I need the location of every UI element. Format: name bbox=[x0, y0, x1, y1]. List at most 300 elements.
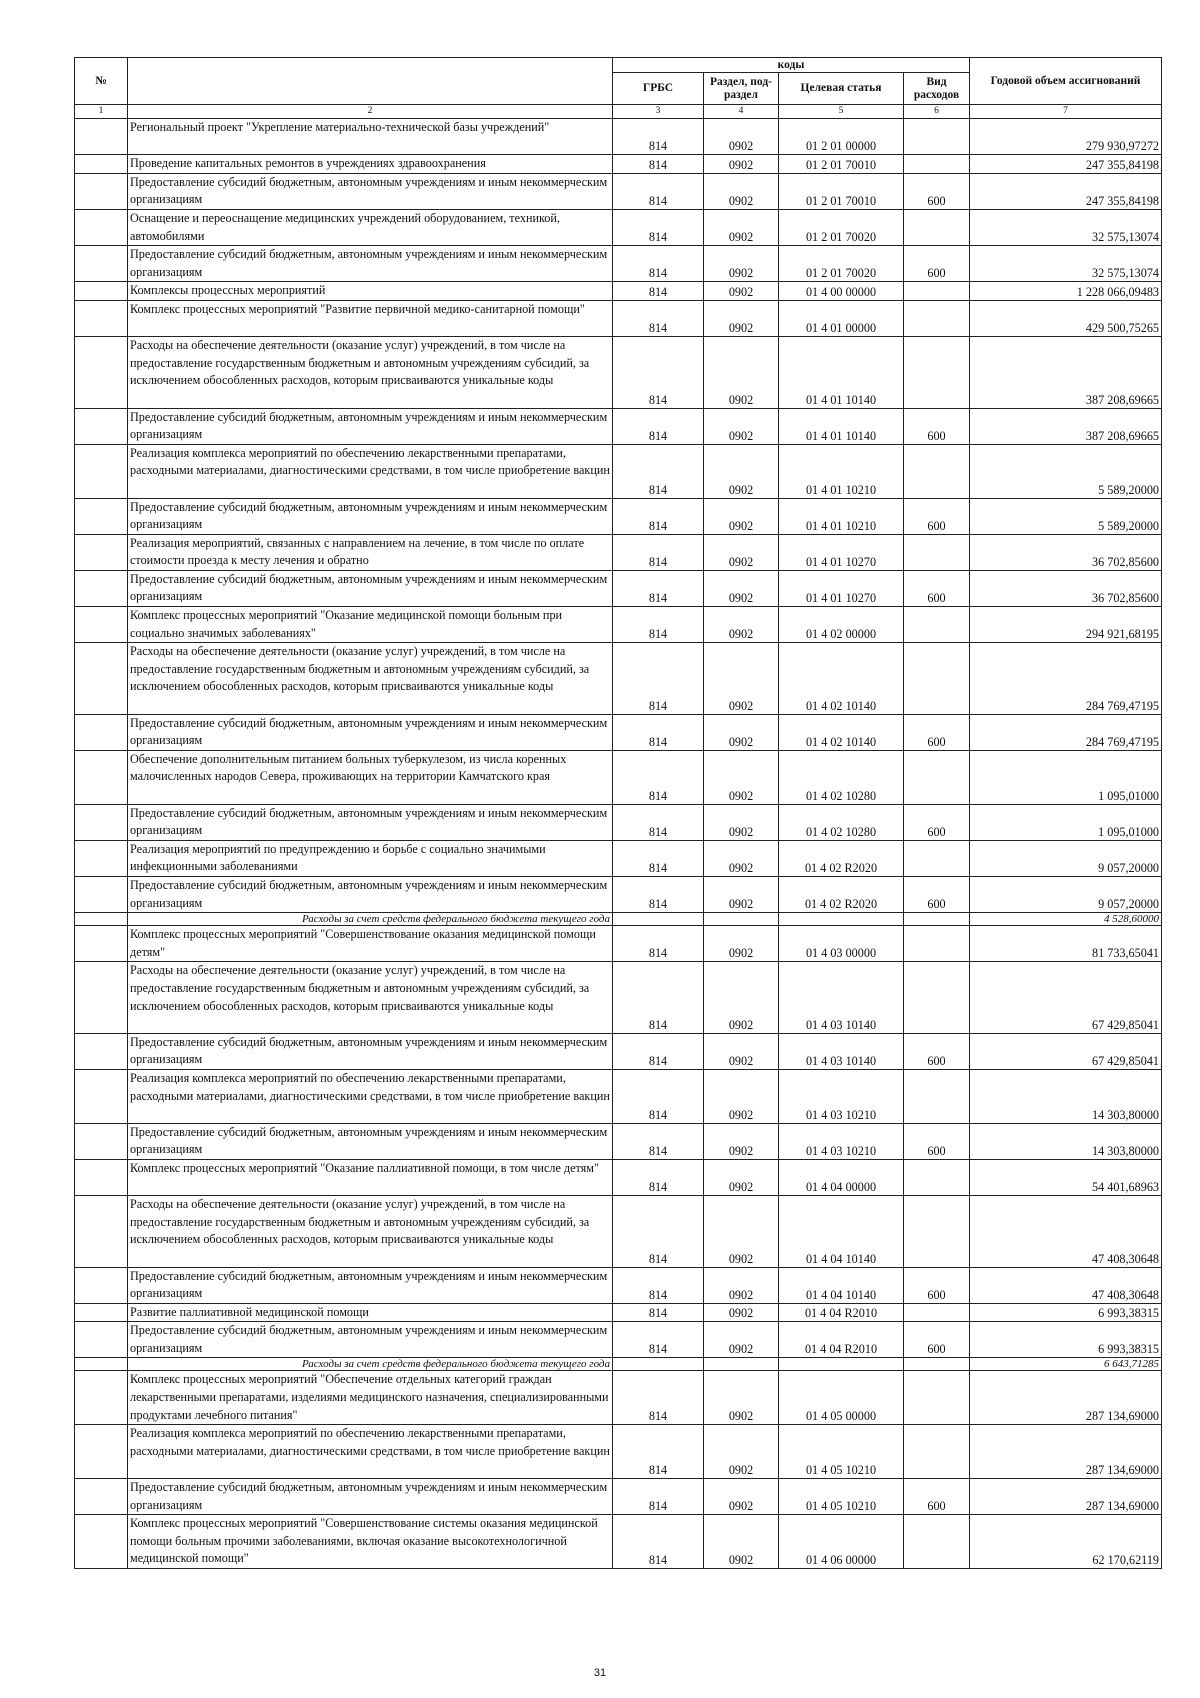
page-number: 31 bbox=[593, 1667, 607, 1679]
row-section-cell: 0902 bbox=[704, 877, 779, 913]
row-target-cell: 01 2 01 00000 bbox=[779, 119, 904, 155]
table-row bbox=[75, 962, 1162, 1033]
row-kind-cell bbox=[904, 1515, 970, 1569]
row-target-cell: 01 4 02 10140 bbox=[779, 714, 904, 750]
row-section-cell: 0902 bbox=[704, 570, 779, 606]
row-name-cell: Предоставление субсидий бюджетным, автономным учреждениям и иным некоммерческим организациям bbox=[128, 173, 613, 209]
row-name-cell: Оснащение и переоснащение медицинских учреждений оборудованием, техникой, автомобилями bbox=[128, 209, 613, 245]
row-target-cell: 01 4 04 R2010 bbox=[779, 1303, 904, 1322]
row-name-cell: Комплекс процессных мероприятий "Оказание паллиативной помощи, в том числе детям" bbox=[128, 1159, 613, 1195]
row-grbs-cell: 814 bbox=[613, 607, 704, 643]
row-name-cell: Реализация комплекса мероприятий по обеспечению лекарственными препаратами, расходными материалами, диагностическими средствами, в том числе приобретение вакцин bbox=[128, 444, 613, 498]
row-amount-cell: 279 930,97272 bbox=[970, 119, 1162, 155]
table-row bbox=[75, 119, 1162, 155]
row-section-cell: 0902 bbox=[704, 444, 779, 498]
col-index: 3 bbox=[613, 105, 704, 119]
row-target-cell: 01 4 01 10210 bbox=[779, 498, 904, 534]
row-grbs-cell: 814 bbox=[613, 1322, 704, 1358]
row-section-cell: 0902 bbox=[704, 119, 779, 155]
row-kind-cell: 600 bbox=[904, 714, 970, 750]
row-number-cell bbox=[75, 444, 128, 498]
col-header-kind: Вид расходов bbox=[904, 73, 970, 105]
budget-table bbox=[74, 57, 1162, 1569]
row-name-cell: Комплекс процессных мероприятий "Совершенствование системы оказания медицинской помощи больным прочими заболеваниями, включая оказание высокотехнологичной медицинской помощи" bbox=[128, 1515, 613, 1569]
row-section-cell: 0902 bbox=[704, 1303, 779, 1322]
row-target-cell: 01 4 02 R2020 bbox=[779, 840, 904, 876]
row-name-cell: Обеспечение дополнительным питанием больных туберкулезом, из числа коренных малочисленных народов Севера, проживающих на территории Камчатского края bbox=[128, 750, 613, 804]
row-grbs-cell: 814 bbox=[613, 714, 704, 750]
row-name-cell: Предоставление субсидий бюджетным, автономным учреждениям и иным некоммерческим организациям bbox=[128, 246, 613, 282]
row-section-cell: 0902 bbox=[704, 750, 779, 804]
row-grbs-cell: 814 bbox=[613, 155, 704, 174]
row-number-cell bbox=[75, 1123, 128, 1159]
row-grbs-cell: 814 bbox=[613, 337, 704, 408]
row-kind-cell bbox=[904, 282, 970, 301]
row-grbs-cell: 814 bbox=[613, 1303, 704, 1322]
row-amount-cell: 32 575,13074 bbox=[970, 246, 1162, 282]
row-kind-cell bbox=[904, 913, 970, 926]
row-kind-cell: 600 bbox=[904, 1033, 970, 1069]
row-target-cell: 01 4 01 00000 bbox=[779, 300, 904, 336]
table-row-note bbox=[75, 913, 1162, 926]
row-section-cell: 0902 bbox=[704, 1069, 779, 1123]
row-name-cell: Расходы на обеспечение деятельности (оказание услуг) учреждений, в том числе на предоставление государственным бюджетным и автономным учреждениям субсидий, за исключением обособленных расходов, которым присваиваются уникальные коды bbox=[128, 962, 613, 1033]
row-number-cell bbox=[75, 534, 128, 570]
row-grbs-cell bbox=[613, 1358, 704, 1371]
table-row bbox=[75, 1196, 1162, 1267]
row-section-cell: 0902 bbox=[704, 1196, 779, 1267]
row-name-cell: Комплекс процессных мероприятий "Обеспечение отдельных категорий граждан лекарственными препаратами, изделиями медицинского назначения, специализированными продуктами лечебного питания" bbox=[128, 1371, 613, 1425]
row-grbs-cell: 814 bbox=[613, 1267, 704, 1303]
row-target-cell: 01 4 06 00000 bbox=[779, 1515, 904, 1569]
row-section-cell: 0902 bbox=[704, 246, 779, 282]
row-grbs-cell: 814 bbox=[613, 119, 704, 155]
row-kind-cell bbox=[904, 1069, 970, 1123]
col-header-number: № bbox=[75, 58, 128, 105]
row-kind-cell bbox=[904, 1159, 970, 1195]
row-grbs-cell: 814 bbox=[613, 877, 704, 913]
row-kind-cell bbox=[904, 534, 970, 570]
row-number-cell bbox=[75, 607, 128, 643]
row-grbs-cell: 814 bbox=[613, 570, 704, 606]
table-body bbox=[75, 119, 1162, 1569]
table-row bbox=[75, 173, 1162, 209]
row-target-cell: 01 2 01 70010 bbox=[779, 155, 904, 174]
row-section-cell: 0902 bbox=[704, 804, 779, 840]
row-name-cell: Региональный проект "Укрепление материально-технической базы учреждений" bbox=[128, 119, 613, 155]
row-target-cell: 01 2 01 70010 bbox=[779, 173, 904, 209]
row-amount-cell: 284 769,47195 bbox=[970, 714, 1162, 750]
row-grbs-cell: 814 bbox=[613, 1515, 704, 1569]
row-amount-cell: 54 401,68963 bbox=[970, 1159, 1162, 1195]
row-grbs-cell: 814 bbox=[613, 282, 704, 301]
row-number-cell bbox=[75, 1033, 128, 1069]
row-number-cell bbox=[75, 1159, 128, 1195]
row-grbs-cell: 814 bbox=[613, 1069, 704, 1123]
row-name-cell: Развитие паллиативной медицинской помощи bbox=[128, 1303, 613, 1322]
row-amount-cell: 429 500,75265 bbox=[970, 300, 1162, 336]
row-target-cell: 01 4 04 00000 bbox=[779, 1159, 904, 1195]
row-section-cell: 0902 bbox=[704, 1159, 779, 1195]
row-target-cell: 01 4 01 10210 bbox=[779, 444, 904, 498]
table-row bbox=[75, 155, 1162, 174]
row-number-cell bbox=[75, 962, 128, 1033]
row-section-cell: 0902 bbox=[704, 337, 779, 408]
row-section-cell: 0902 bbox=[704, 1425, 779, 1479]
row-kind-cell bbox=[904, 300, 970, 336]
row-target-cell: 01 2 01 70020 bbox=[779, 209, 904, 245]
row-number-cell bbox=[75, 1069, 128, 1123]
table-row bbox=[75, 804, 1162, 840]
row-amount-cell: 1 228 066,09483 bbox=[970, 282, 1162, 301]
row-number-cell bbox=[75, 926, 128, 962]
table-row bbox=[75, 570, 1162, 606]
row-name-cell: Расходы на обеспечение деятельности (оказание услуг) учреждений, в том числе на предоставление государственным бюджетным и автономным учреждениям субсидий, за исключением обособленных расходов, которым присваиваются уникальные коды bbox=[128, 643, 613, 714]
row-target-cell: 01 4 02 10280 bbox=[779, 804, 904, 840]
table-row bbox=[75, 300, 1162, 336]
row-amount-cell: 14 303,80000 bbox=[970, 1069, 1162, 1123]
row-number-cell bbox=[75, 1515, 128, 1569]
row-kind-cell: 600 bbox=[904, 1479, 970, 1515]
budget-sheet bbox=[74, 57, 1161, 1569]
row-name-cell: Предоставление субсидий бюджетным, автономным учреждениям и иным некоммерческим организациям bbox=[128, 570, 613, 606]
row-target-cell: 01 4 00 00000 bbox=[779, 282, 904, 301]
row-kind-cell: 600 bbox=[904, 408, 970, 444]
row-kind-cell bbox=[904, 337, 970, 408]
row-amount-cell: 81 733,65041 bbox=[970, 926, 1162, 962]
col-index: 5 bbox=[779, 105, 904, 119]
table-row bbox=[75, 750, 1162, 804]
row-section-cell: 0902 bbox=[704, 1123, 779, 1159]
row-grbs-cell: 814 bbox=[613, 498, 704, 534]
row-amount-cell: 287 134,69000 bbox=[970, 1425, 1162, 1479]
row-kind-cell: 600 bbox=[904, 570, 970, 606]
row-amount-cell: 387 208,69665 bbox=[970, 408, 1162, 444]
row-target-cell bbox=[779, 1358, 904, 1371]
table-row bbox=[75, 926, 1162, 962]
row-kind-cell bbox=[904, 1358, 970, 1371]
row-grbs-cell bbox=[613, 913, 704, 926]
table-row bbox=[75, 1425, 1162, 1479]
row-section-cell: 0902 bbox=[704, 173, 779, 209]
row-grbs-cell: 814 bbox=[613, 962, 704, 1033]
row-section-cell: 0902 bbox=[704, 643, 779, 714]
row-target-cell: 01 4 02 00000 bbox=[779, 607, 904, 643]
row-target-cell: 01 4 04 10140 bbox=[779, 1196, 904, 1267]
table-row bbox=[75, 209, 1162, 245]
row-grbs-cell: 814 bbox=[613, 1425, 704, 1479]
row-number-cell bbox=[75, 804, 128, 840]
col-index: 7 bbox=[970, 105, 1162, 119]
row-number-cell bbox=[75, 408, 128, 444]
row-kind-cell: 600 bbox=[904, 877, 970, 913]
row-amount-cell: 6 993,38315 bbox=[970, 1303, 1162, 1322]
row-section-cell: 0902 bbox=[704, 926, 779, 962]
row-amount-cell: 247 355,84198 bbox=[970, 173, 1162, 209]
row-target-cell: 01 4 03 10210 bbox=[779, 1123, 904, 1159]
row-name-cell: Предоставление субсидий бюджетным, автономным учреждениям и иным некоммерческим организациям bbox=[128, 408, 613, 444]
table-row bbox=[75, 840, 1162, 876]
table-row bbox=[75, 1267, 1162, 1303]
row-number-cell bbox=[75, 173, 128, 209]
row-kind-cell: 600 bbox=[904, 1123, 970, 1159]
row-target-cell: 01 4 05 00000 bbox=[779, 1371, 904, 1425]
row-grbs-cell: 814 bbox=[613, 1123, 704, 1159]
row-amount-cell: 67 429,85041 bbox=[970, 1033, 1162, 1069]
col-header-volume: Годовой объем ассигнований bbox=[970, 58, 1162, 105]
row-grbs-cell: 814 bbox=[613, 444, 704, 498]
row-name-cell: Предоставление субсидий бюджетным, автономным учреждениям и иным некоммерческим организациям bbox=[128, 1479, 613, 1515]
row-section-cell: 0902 bbox=[704, 534, 779, 570]
row-grbs-cell: 814 bbox=[613, 534, 704, 570]
row-section-cell: 0902 bbox=[704, 840, 779, 876]
row-number-cell bbox=[75, 877, 128, 913]
row-amount-cell: 387 208,69665 bbox=[970, 337, 1162, 408]
row-kind-cell bbox=[904, 1196, 970, 1267]
table-row bbox=[75, 1515, 1162, 1569]
row-kind-cell bbox=[904, 155, 970, 174]
row-amount-cell: 294 921,68195 bbox=[970, 607, 1162, 643]
row-target-cell: 01 4 03 10210 bbox=[779, 1069, 904, 1123]
row-section-cell: 0902 bbox=[704, 1267, 779, 1303]
col-header-section: Раздел, под-раздел bbox=[704, 73, 779, 105]
col-index: 6 bbox=[904, 105, 970, 119]
row-grbs-cell: 814 bbox=[613, 1196, 704, 1267]
row-kind-cell bbox=[904, 607, 970, 643]
row-grbs-cell: 814 bbox=[613, 804, 704, 840]
row-amount-cell: 5 589,20000 bbox=[970, 498, 1162, 534]
table-row bbox=[75, 643, 1162, 714]
table-row bbox=[75, 1123, 1162, 1159]
row-name-cell: Предоставление субсидий бюджетным, автономным учреждениям и иным некоммерческим организациям bbox=[128, 804, 613, 840]
row-number-cell bbox=[75, 750, 128, 804]
row-name-cell: Предоставление субсидий бюджетным, автономным учреждениям и иным некоммерческим организациям bbox=[128, 1123, 613, 1159]
row-name-cell: Предоставление субсидий бюджетным, автономным учреждениям и иным некоммерческим организациям bbox=[128, 714, 613, 750]
row-grbs-cell: 814 bbox=[613, 300, 704, 336]
row-number-cell bbox=[75, 1196, 128, 1267]
table-header bbox=[75, 58, 1162, 119]
row-amount-cell: 287 134,69000 bbox=[970, 1479, 1162, 1515]
table-row bbox=[75, 877, 1162, 913]
row-name-cell: Реализация комплекса мероприятий по обеспечению лекарственными препаратами, расходными материалами, диагностическими средствами, в том числе приобретение вакцин bbox=[128, 1425, 613, 1479]
row-section-cell: 0902 bbox=[704, 408, 779, 444]
row-kind-cell: 600 bbox=[904, 246, 970, 282]
row-section-cell: 0902 bbox=[704, 1033, 779, 1069]
row-amount-cell: 1 095,01000 bbox=[970, 804, 1162, 840]
row-amount-cell: 5 589,20000 bbox=[970, 444, 1162, 498]
col-header-name bbox=[128, 58, 613, 105]
row-amount-cell: 9 057,20000 bbox=[970, 877, 1162, 913]
row-name-cell: Предоставление субсидий бюджетным, автономным учреждениям и иным некоммерческим организациям bbox=[128, 1033, 613, 1069]
row-number-cell bbox=[75, 643, 128, 714]
row-kind-cell bbox=[904, 209, 970, 245]
row-name-cell: Комплекс процессных мероприятий "Совершенствование оказания медицинской помощи детям" bbox=[128, 926, 613, 962]
row-target-cell: 01 4 01 10270 bbox=[779, 570, 904, 606]
row-name-cell: Реализация мероприятий по предупреждению и борьбе с социально значимыми инфекционными заболеваниями bbox=[128, 840, 613, 876]
row-kind-cell: 600 bbox=[904, 804, 970, 840]
row-name-cell: Расходы на обеспечение деятельности (оказание услуг) учреждений, в том числе на предоставление государственным бюджетным и автономным учреждениям субсидий, за исключением обособленных расходов, которым присваиваются уникальные коды bbox=[128, 337, 613, 408]
row-number-cell bbox=[75, 1322, 128, 1358]
row-target-cell bbox=[779, 913, 904, 926]
row-target-cell: 01 4 01 10140 bbox=[779, 408, 904, 444]
table-row bbox=[75, 1371, 1162, 1425]
row-number-cell bbox=[75, 840, 128, 876]
row-target-cell: 01 4 04 10140 bbox=[779, 1267, 904, 1303]
table-row bbox=[75, 1159, 1162, 1195]
row-target-cell: 01 4 03 10140 bbox=[779, 962, 904, 1033]
row-amount-cell: 47 408,30648 bbox=[970, 1196, 1162, 1267]
row-number-cell bbox=[75, 1371, 128, 1425]
row-name-cell: Расходы за счет средств федерального бюджета текущего года bbox=[128, 913, 613, 926]
row-name-cell: Расходы за счет средств федерального бюджета текущего года bbox=[128, 1358, 613, 1371]
row-name-cell: Комплекс процессных мероприятий "Оказание медицинской помощи больным при социально значимых заболеваниях" bbox=[128, 607, 613, 643]
row-target-cell: 01 4 02 R2020 bbox=[779, 877, 904, 913]
row-name-cell: Предоставление субсидий бюджетным, автономным учреждениям и иным некоммерческим организациям bbox=[128, 1322, 613, 1358]
row-target-cell: 01 4 04 R2010 bbox=[779, 1322, 904, 1358]
table-row-note bbox=[75, 1358, 1162, 1371]
row-number-cell bbox=[75, 209, 128, 245]
row-target-cell: 01 4 05 10210 bbox=[779, 1425, 904, 1479]
row-section-cell: 0902 bbox=[704, 1479, 779, 1515]
row-section-cell: 0902 bbox=[704, 1515, 779, 1569]
row-number-cell bbox=[75, 337, 128, 408]
row-name-cell: Проведение капитальных ремонтов в учреждениях здравоохранения bbox=[128, 155, 613, 174]
row-amount-cell: 36 702,85600 bbox=[970, 570, 1162, 606]
row-name-cell: Реализация мероприятий, связанных с направлением на лечение, в том числе по оплате стоимости проезда к месту лечения и обратно bbox=[128, 534, 613, 570]
row-amount-cell: 36 702,85600 bbox=[970, 534, 1162, 570]
row-number-cell bbox=[75, 498, 128, 534]
col-header-codes: коды bbox=[613, 58, 970, 73]
table-row bbox=[75, 246, 1162, 282]
table-row bbox=[75, 1033, 1162, 1069]
row-grbs-cell: 814 bbox=[613, 173, 704, 209]
row-name-cell: Предоставление субсидий бюджетным, автономным учреждениям и иным некоммерческим организациям bbox=[128, 498, 613, 534]
col-header-grbs: ГРБС bbox=[613, 73, 704, 105]
table-row bbox=[75, 444, 1162, 498]
row-kind-cell bbox=[904, 119, 970, 155]
row-section-cell: 0902 bbox=[704, 300, 779, 336]
row-grbs-cell: 814 bbox=[613, 408, 704, 444]
row-section-cell: 0902 bbox=[704, 209, 779, 245]
col-header-target: Целевая статья bbox=[779, 73, 904, 105]
table-row bbox=[75, 1479, 1162, 1515]
row-number-cell bbox=[75, 282, 128, 301]
row-number-cell bbox=[75, 1358, 128, 1371]
row-grbs-cell: 814 bbox=[613, 643, 704, 714]
row-amount-cell: 32 575,13074 bbox=[970, 209, 1162, 245]
row-kind-cell bbox=[904, 444, 970, 498]
row-name-cell: Реализация комплекса мероприятий по обеспечению лекарственными препаратами, расходными материалами, диагностическими средствами, в том числе приобретение вакцин bbox=[128, 1069, 613, 1123]
row-section-cell: 0902 bbox=[704, 498, 779, 534]
row-kind-cell bbox=[904, 1425, 970, 1479]
row-amount-cell: 14 303,80000 bbox=[970, 1123, 1162, 1159]
row-amount-cell: 287 134,69000 bbox=[970, 1371, 1162, 1425]
table-row bbox=[75, 1303, 1162, 1322]
row-kind-cell bbox=[904, 840, 970, 876]
row-section-cell: 0902 bbox=[704, 282, 779, 301]
row-grbs-cell: 814 bbox=[613, 1159, 704, 1195]
row-number-cell bbox=[75, 1479, 128, 1515]
row-target-cell: 01 4 02 10280 bbox=[779, 750, 904, 804]
table-row bbox=[75, 714, 1162, 750]
row-kind-cell bbox=[904, 1371, 970, 1425]
row-number-cell bbox=[75, 913, 128, 926]
row-section-cell: 0902 bbox=[704, 714, 779, 750]
row-name-cell: Расходы на обеспечение деятельности (оказание услуг) учреждений, в том числе на предоставление государственным бюджетным и автономным учреждениям субсидий, за исключением обособленных расходов, которым присваиваются уникальные коды bbox=[128, 1196, 613, 1267]
row-name-cell: Комплекс процессных мероприятий "Развитие первичной медико-санитарной помощи" bbox=[128, 300, 613, 336]
row-name-cell: Предоставление субсидий бюджетным, автономным учреждениям и иным некоммерческим организациям bbox=[128, 1267, 613, 1303]
row-kind-cell bbox=[904, 1303, 970, 1322]
table-row bbox=[75, 337, 1162, 408]
row-target-cell: 01 2 01 70020 bbox=[779, 246, 904, 282]
row-number-cell bbox=[75, 1303, 128, 1322]
table-row bbox=[75, 1322, 1162, 1358]
row-amount-cell: 6 643,71285 bbox=[970, 1358, 1162, 1371]
row-grbs-cell: 814 bbox=[613, 1371, 704, 1425]
row-amount-cell: 9 057,20000 bbox=[970, 840, 1162, 876]
row-number-cell bbox=[75, 300, 128, 336]
row-target-cell: 01 4 01 10270 bbox=[779, 534, 904, 570]
row-amount-cell: 1 095,01000 bbox=[970, 750, 1162, 804]
row-grbs-cell: 814 bbox=[613, 750, 704, 804]
table-row bbox=[75, 408, 1162, 444]
col-index: 2 bbox=[128, 105, 613, 119]
row-target-cell: 01 4 01 10140 bbox=[779, 337, 904, 408]
row-target-cell: 01 4 02 10140 bbox=[779, 643, 904, 714]
row-target-cell: 01 4 03 00000 bbox=[779, 926, 904, 962]
row-number-cell bbox=[75, 1425, 128, 1479]
row-name-cell: Предоставление субсидий бюджетным, автономным учреждениям и иным некоммерческим организациям bbox=[128, 877, 613, 913]
row-amount-cell: 6 993,38315 bbox=[970, 1322, 1162, 1358]
row-number-cell bbox=[75, 714, 128, 750]
table-row bbox=[75, 1069, 1162, 1123]
row-kind-cell: 600 bbox=[904, 1267, 970, 1303]
table-row bbox=[75, 498, 1162, 534]
row-kind-cell bbox=[904, 750, 970, 804]
row-section-cell bbox=[704, 913, 779, 926]
row-number-cell bbox=[75, 119, 128, 155]
row-number-cell bbox=[75, 246, 128, 282]
row-section-cell: 0902 bbox=[704, 607, 779, 643]
row-amount-cell: 4 528,60000 bbox=[970, 913, 1162, 926]
row-amount-cell: 67 429,85041 bbox=[970, 962, 1162, 1033]
row-section-cell: 0902 bbox=[704, 1371, 779, 1425]
row-number-cell bbox=[75, 1267, 128, 1303]
row-number-cell bbox=[75, 155, 128, 174]
row-kind-cell bbox=[904, 962, 970, 1033]
col-index: 1 bbox=[75, 105, 128, 119]
table-row bbox=[75, 534, 1162, 570]
row-grbs-cell: 814 bbox=[613, 246, 704, 282]
row-amount-cell: 47 408,30648 bbox=[970, 1267, 1162, 1303]
row-amount-cell: 62 170,62119 bbox=[970, 1515, 1162, 1569]
row-grbs-cell: 814 bbox=[613, 1033, 704, 1069]
row-grbs-cell: 814 bbox=[613, 926, 704, 962]
table-row bbox=[75, 607, 1162, 643]
row-amount-cell: 247 355,84198 bbox=[970, 155, 1162, 174]
row-kind-cell: 600 bbox=[904, 498, 970, 534]
col-index: 4 bbox=[704, 105, 779, 119]
row-target-cell: 01 4 05 10210 bbox=[779, 1479, 904, 1515]
row-section-cell: 0902 bbox=[704, 1322, 779, 1358]
row-kind-cell bbox=[904, 926, 970, 962]
row-grbs-cell: 814 bbox=[613, 840, 704, 876]
row-section-cell bbox=[704, 1358, 779, 1371]
row-section-cell: 0902 bbox=[704, 962, 779, 1033]
row-kind-cell: 600 bbox=[904, 173, 970, 209]
row-grbs-cell: 814 bbox=[613, 209, 704, 245]
row-number-cell bbox=[75, 570, 128, 606]
